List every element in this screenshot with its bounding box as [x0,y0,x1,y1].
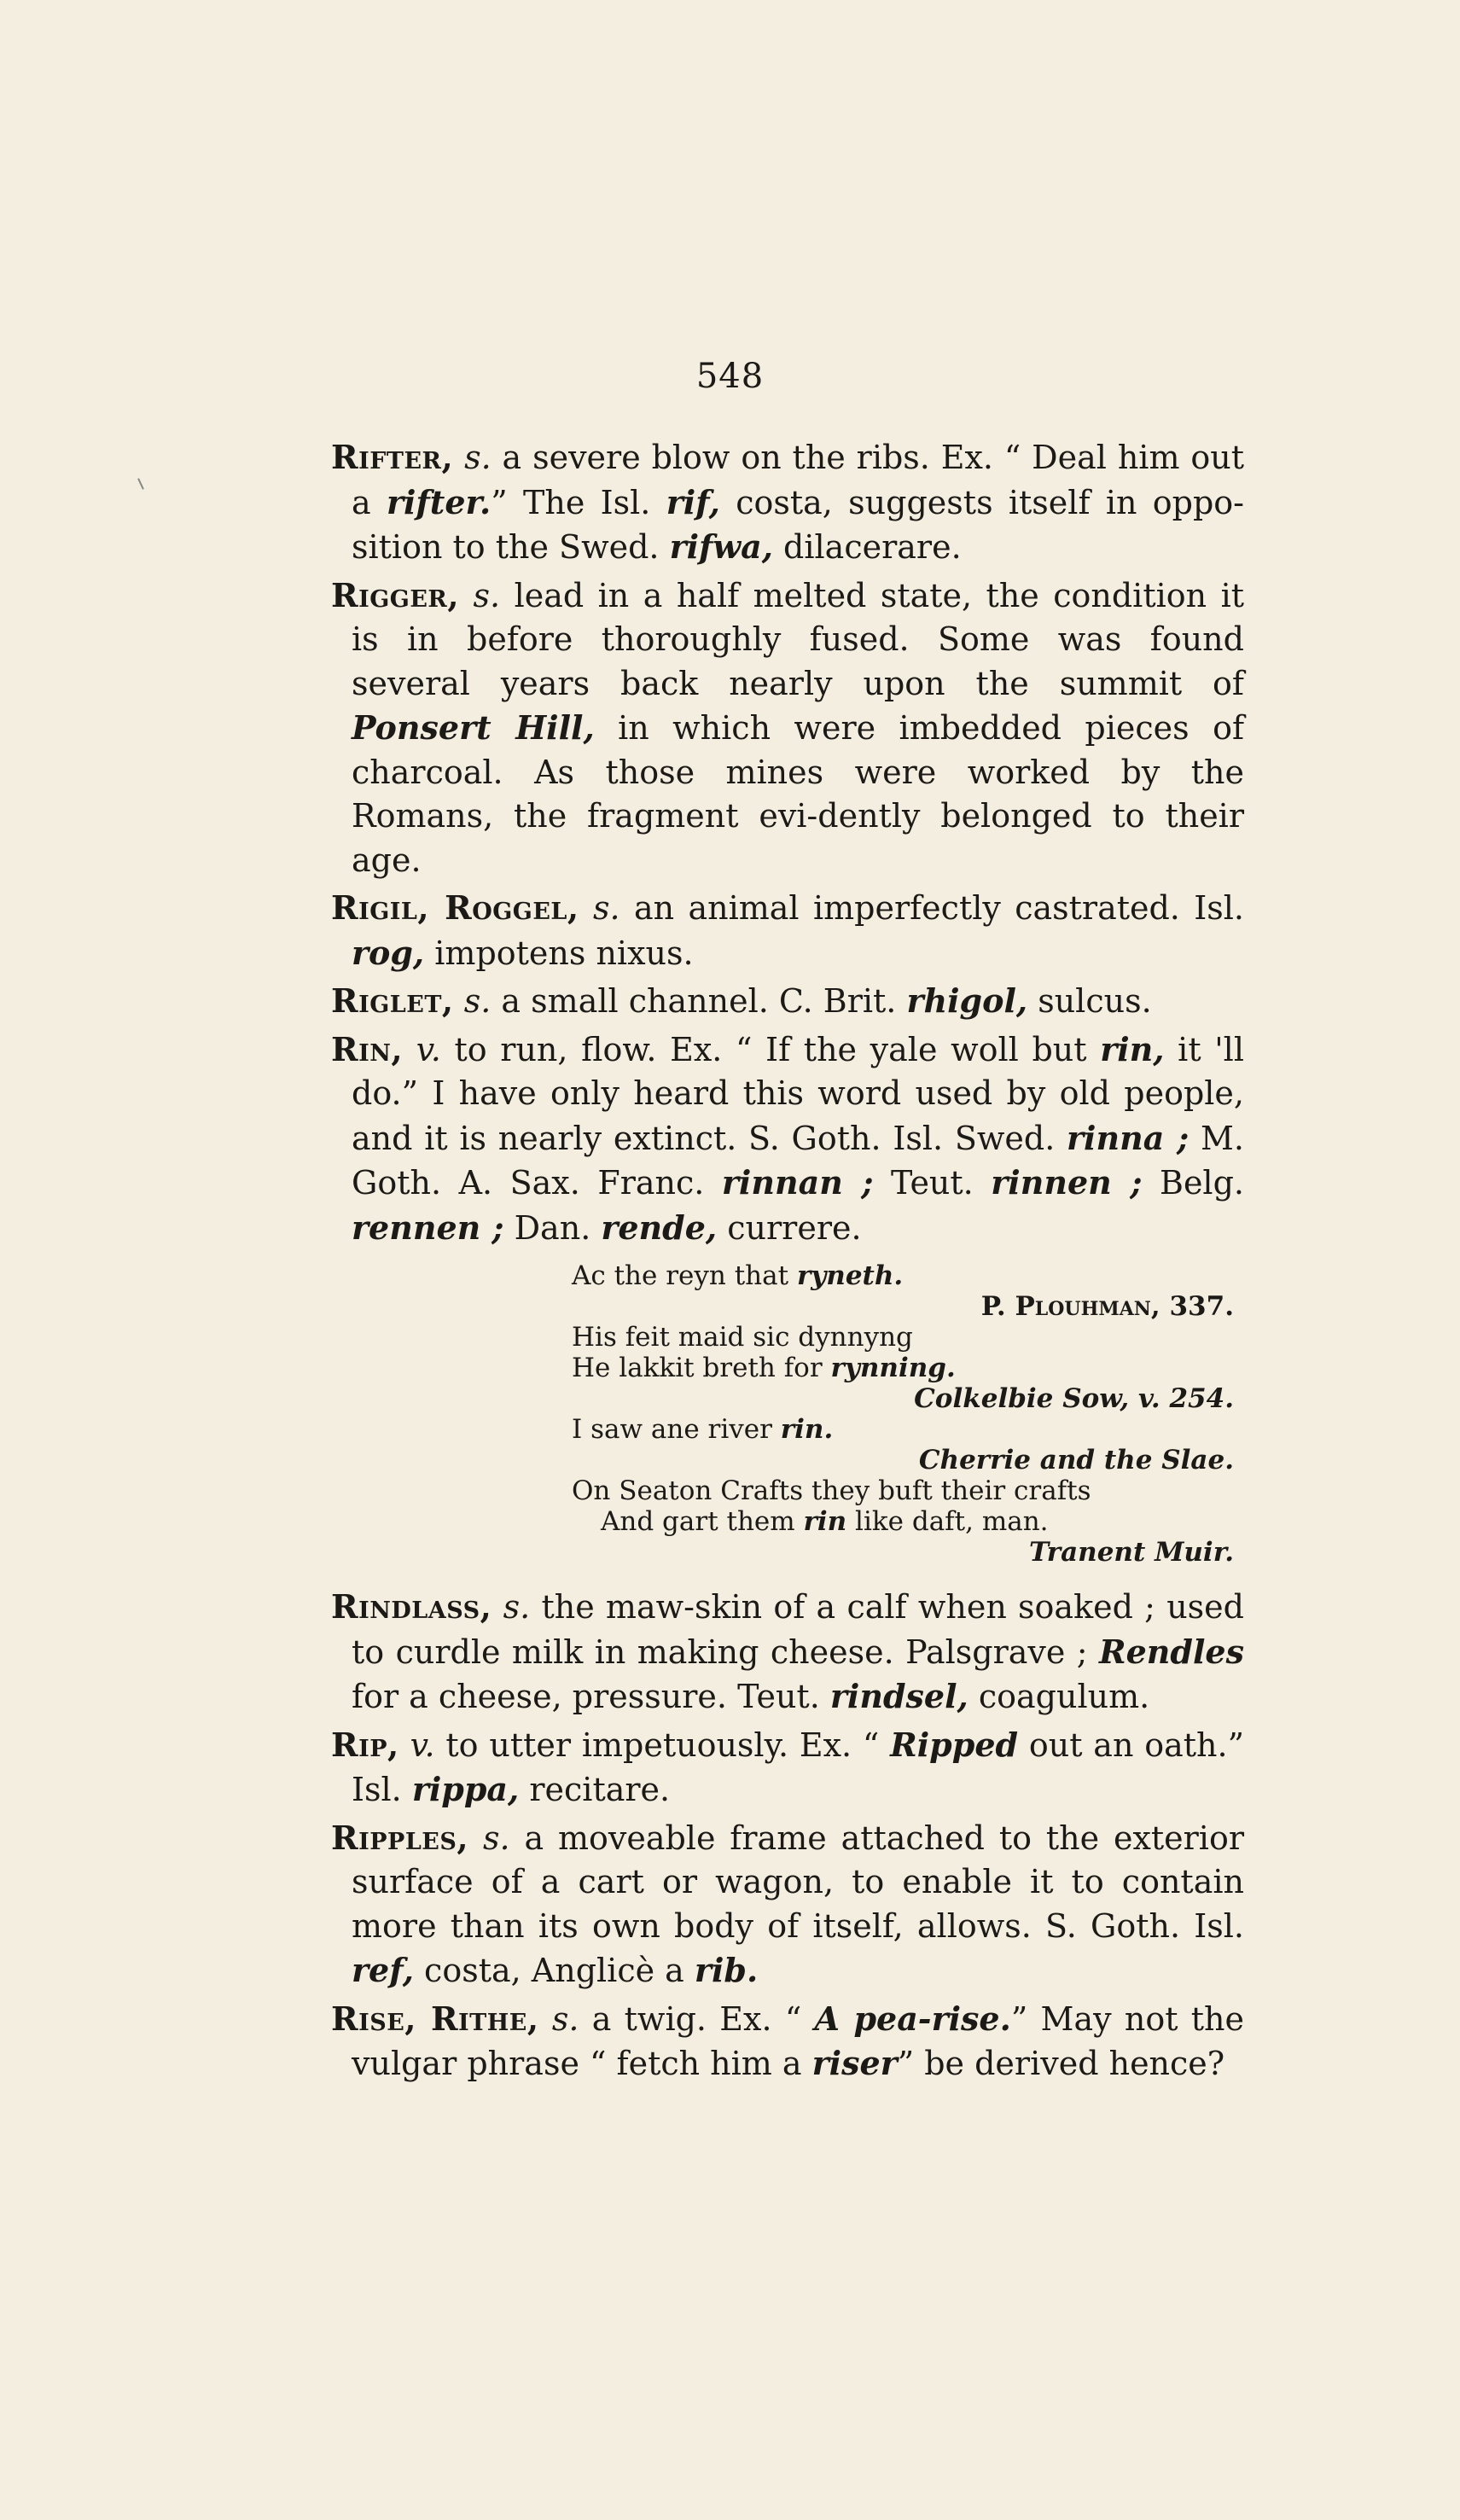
definition-text: currere. [717,1208,862,1247]
definition-text: costa, suggests itself in oppo-sition to the Swed. [352,483,1245,566]
definition-text: out an oath.” Isl. [352,1726,1244,1808]
entry-rindlass [331,1585,1244,1720]
quote-keyword: rin [803,1506,847,1537]
definition-text: in which were imbedded pieces of charcoal. As those mines were worked by the Romans, the fragment evi-dently belonged to their age. [352,709,1245,879]
italic-term: rin, [1100,1029,1165,1068]
entry-rigil [331,886,1244,975]
headword: Riglet, [331,981,454,1020]
quote-source: Colkelbie Sow, v. 254. [914,1383,1234,1414]
page-number: 548 [695,357,765,396]
definition-text: costa, Anglicè a [413,1952,695,1989]
dictionary-body [331,435,1244,2090]
entry-rin [331,1027,1244,1251]
definition-text: a twig. Ex. “ [579,1999,815,2038]
quote-line [572,1414,1244,1445]
part-of-speech: s. [463,982,492,1020]
italic-term: rif, [666,482,720,521]
quote-text: And gart them [601,1506,804,1537]
entry-rifter [331,435,1244,570]
quote-line [572,1506,1244,1537]
quote-source: Tranent Muir. [1028,1537,1234,1568]
italic-term: rinnen ; [991,1163,1143,1202]
definition-text: Dan. [503,1208,602,1247]
quote-line: His feit maid sic dynnyng [572,1322,913,1353]
italic-term: rifter. [386,482,492,521]
definition-text: coagulum. [968,1678,1150,1715]
italic-term: rinna ; [1067,1118,1190,1157]
definition-text: a severe blow on the ribs. Ex. “ Deal him out a [352,439,1244,521]
italic-term: rinnan ; [721,1163,874,1202]
quote-text: I saw ane river [572,1414,781,1445]
italic-term: Ponsert Hill, [352,708,595,747]
quote-source: P. Plouhman, 337. [980,1291,1234,1322]
quote-keyword: rynning. [830,1353,956,1383]
italic-term: rhigol, [906,981,1028,1020]
headword: Rin, [331,1029,404,1068]
headword: Rip, [331,1725,399,1764]
italic-term: A pea-rise. [814,1999,1011,2038]
italic-term: rindsel, [829,1677,968,1715]
quote-source: Cherrie and the Slae. [918,1445,1234,1475]
part-of-speech: v. [410,1726,435,1764]
italic-term: rifwa, [669,527,773,566]
definition-text: to run, flow. Ex. “ If the yale woll but [440,1030,1101,1068]
definition-text: a moveable frame attached to the exterior surface of a cart or wagon, to enable it to contain more than its own body of itself, allows. S. Goth. Isl. [352,1819,1244,1945]
definition-text: dilacerare. [772,528,962,566]
italic-term: Rendles [1099,1632,1244,1671]
definition-text: sulcus. [1027,982,1152,1020]
italic-term: rippa, [411,1770,520,1808]
quote-text: He lakkit breth for [572,1353,831,1383]
quote-keyword: ryneth. [796,1260,904,1291]
definition-text: impotens nixus. [424,934,694,972]
italic-term: Ripped [890,1725,1019,1764]
part-of-speech: s. [473,576,501,614]
part-of-speech: s. [593,889,620,927]
headword: Rigger, [331,575,460,614]
definition-text: M. Goth. A. Sax. Franc. [352,1119,1244,1202]
italic-term: riser [811,2044,898,2082]
part-of-speech: s. [464,439,492,476]
stray-mark [137,478,144,490]
definition-text: ” May not the vulgar phrase “ fetch him a [352,1999,1244,2082]
entry-ripples [331,1816,1244,1993]
italic-term: rende, [601,1208,718,1247]
italic-term: rog, [352,933,425,972]
definition-text: for a cheese, pressure. Teut. [352,1678,830,1715]
quote-text: like daft, man. [846,1506,1049,1537]
definition-text: an animal imperfectly castrated. Isl. [619,889,1244,927]
part-of-speech: s. [551,1999,579,2038]
entry-rigger [331,573,1244,883]
italic-term: rib. [694,1951,759,1989]
part-of-speech: s. [482,1819,510,1857]
entry-rise [331,1997,1244,2086]
definition-text: lead in a half melted state, the condition it is in before thoroughly fused. Some was found several years back nearly upon the summit of [352,576,1244,702]
definition-text: a small channel. C. Brit. [491,982,907,1020]
quote-line [572,1353,1244,1383]
headword: Rindlass, [331,1587,492,1626]
definition-text: recitare. [519,1771,671,1808]
quote-line [572,1260,1244,1291]
italic-term: rennen ; [352,1208,504,1247]
part-of-speech: s. [503,1588,531,1626]
part-of-speech: v. [416,1030,441,1068]
headword: Ripples, [331,1818,469,1857]
definition-text: the maw-skin of a calf when soaked ; used to curdle milk in making cheese. Palsgrave ; [352,1588,1244,1671]
definition-text: ” The Isl. [491,483,666,521]
entry-riglet [331,979,1244,1024]
definition-text: it 'll do.” I have only heard this word used by old people, and it is nearly extinct. S. Goth. Isl. Swed. [352,1030,1244,1157]
definition-text: Teut. [873,1164,992,1202]
headword: Rise, Rithe, [331,1999,539,2038]
quote-text: Ac the reyn that [572,1260,797,1291]
entry-rip [331,1723,1244,1813]
quotation-block [572,1260,1244,1568]
definition-text: ” be derived hence? [897,2045,1225,2082]
definition-text: to utter impetuously. Ex. “ [434,1726,891,1764]
quote-keyword: rin. [780,1414,834,1445]
headword: Rifter, [331,438,454,476]
headword: Rigil, Roggel, [331,888,579,927]
definition-text: Belg. [1142,1164,1244,1202]
quote-line: On Seaton Crafts they buft their crafts [572,1475,1091,1506]
italic-term: ref, [352,1951,414,1989]
